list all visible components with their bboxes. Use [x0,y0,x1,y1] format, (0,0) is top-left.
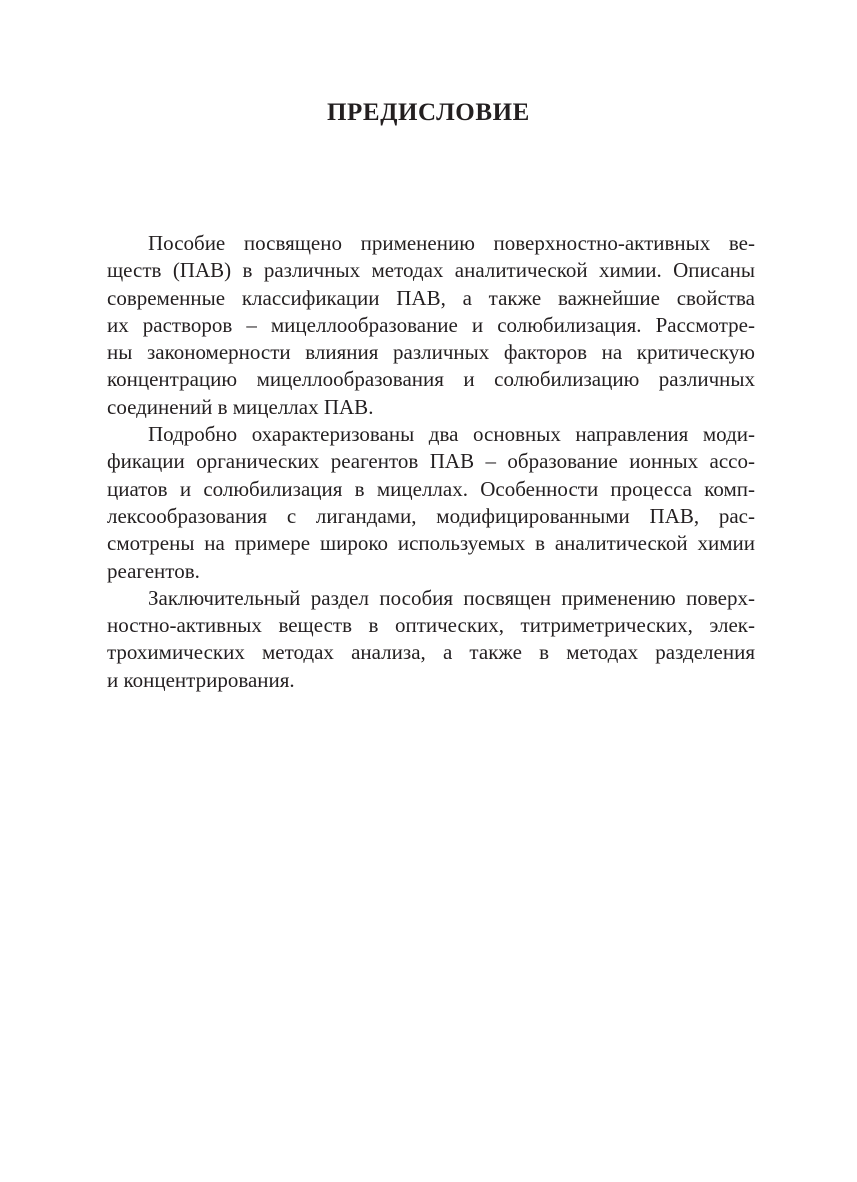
text-line: современные классификации ПАВ, а также важнейшие свойства [107,285,755,310]
text-line: соединений в мицеллах ПАВ. [107,394,374,419]
text-line: и концентрирования. [107,667,295,692]
text-line: трохимических методах анализа, а также в методах разделения [107,640,755,665]
text-line: ностно-активных веществ в оптических, титриметрических, элек- [107,613,755,638]
text-line: Подробно охарактеризованы два основных направления моди- [148,422,755,447]
page-title: ПРЕДИСЛОВИЕ [327,99,530,126]
text-line: реагентов. [107,558,200,583]
text-line: ществ (ПАВ) в различных методах аналитической химии. Описаны [107,258,755,283]
text-line: Заключительный раздел пособия посвящен применению поверх- [148,585,755,610]
paragraph-2 [107,421,755,585]
paragraph-1 [107,230,755,421]
text-line: циатов и солюбилизация в мицеллах. Особенности процесса комп- [107,476,755,501]
paragraph-3 [107,585,755,694]
text-line: лексообразования с лигандами, модифицированными ПАВ, рас- [107,503,755,528]
text-line: смотрены на примере широко используемых в аналитической химии [107,531,755,556]
text-line: концентрацию мицеллообразования и солюбилизацию различных [107,367,755,392]
text-line: Пособие посвящено применению поверхностно-активных ве- [148,231,755,255]
text-line: ны закономерности влияния различных факторов на критическую [107,340,755,365]
text-line: их растворов – мицеллообразование и солюбилизация. Рассмотре- [107,312,755,337]
preface-body [107,230,755,694]
text-line: фикации органических реагентов ПАВ – образование ионных ассо- [107,449,755,474]
